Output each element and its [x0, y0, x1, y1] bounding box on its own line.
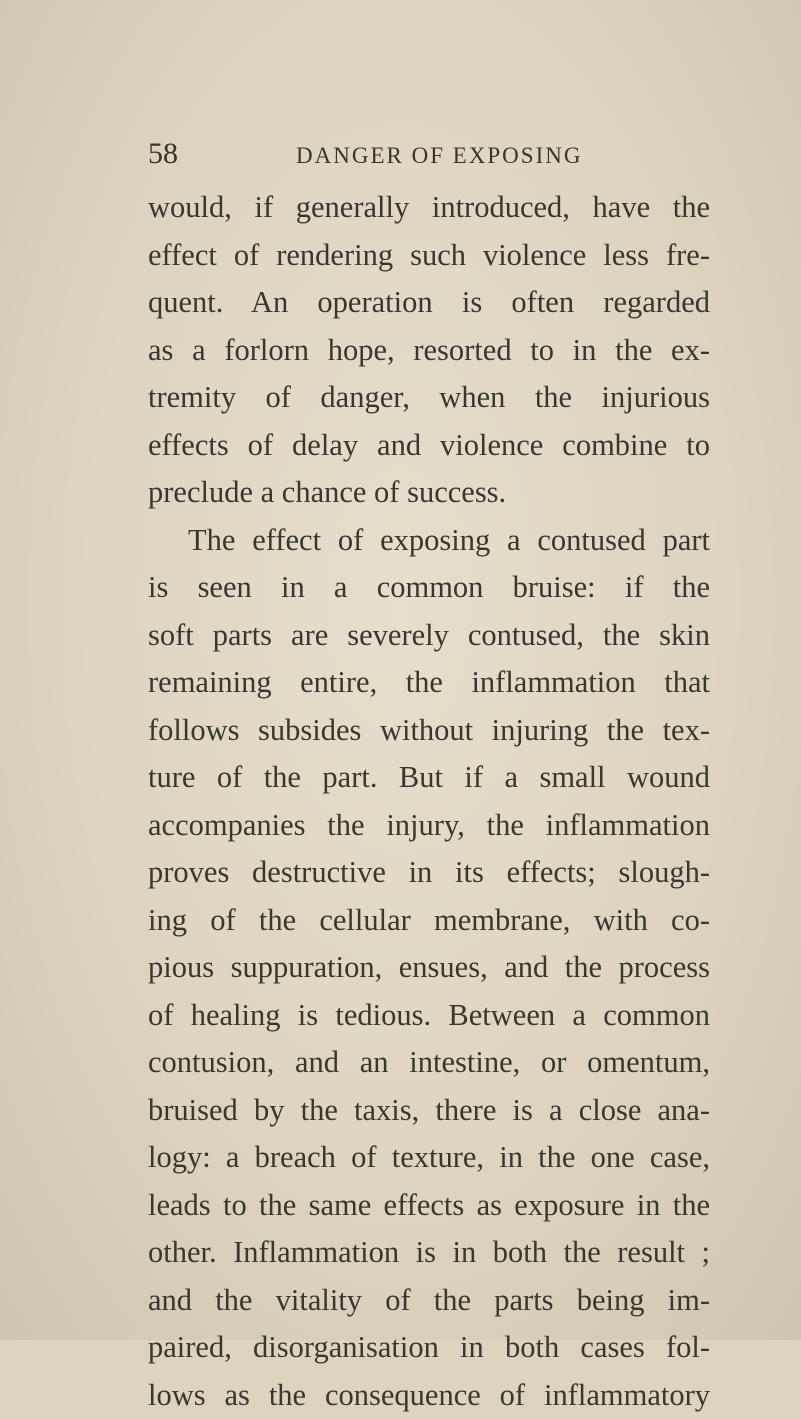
text-line: bruised by the taxis, there is a close ana-: [148, 1087, 710, 1135]
text-line: tremity of danger, when the injurious: [148, 374, 710, 422]
text-line: remaining entire, the inflammation that: [148, 659, 710, 707]
text-line: of healing is tedious. Between a common: [148, 992, 710, 1040]
text-line: pious suppuration, ensues, and the process: [148, 944, 710, 992]
text-line: effect of rendering such violence less fre-: [148, 232, 710, 280]
text-line: paired, disorganisation in both cases fol-: [148, 1324, 710, 1372]
text-line: proves destructive in its effects; slough-: [148, 849, 710, 897]
text-line: follows subsides without injuring the tex-: [148, 707, 710, 755]
text-line: ture of the part. But if a small wound: [148, 754, 710, 802]
body-text: [148, 184, 710, 1419]
paragraph-start-line: The effect of exposing a contused part: [148, 517, 710, 565]
page-number: 58: [148, 134, 178, 174]
running-head: DANGER OF EXPOSING: [296, 136, 582, 176]
text-line: contusion, and an intestine, or omentum,: [148, 1039, 710, 1087]
text-line: effects of delay and violence combine to: [148, 422, 710, 470]
text-line: leads to the same effects as exposure in the: [148, 1182, 710, 1230]
text-line: soft parts are severely contused, the skin: [148, 612, 710, 660]
text-line: as a forlorn hope, resorted to in the ex-: [148, 327, 710, 375]
text-line: quent. An operation is often regarded: [148, 279, 710, 327]
text-line: lows as the consequence of inflammatory: [148, 1372, 710, 1419]
text-line: would, if generally introduced, have the: [148, 184, 710, 232]
text-line: logy: a breach of texture, in the one case,: [148, 1134, 710, 1182]
text-line: ing of the cellular membrane, with co-: [148, 897, 710, 945]
page-header: [148, 134, 708, 174]
text-line: and the vitality of the parts being im-: [148, 1277, 710, 1325]
text-line: accompanies the injury, the inflammation: [148, 802, 710, 850]
text-line: is seen in a common bruise: if the: [148, 564, 710, 612]
text-line: other. Inflammation is in both the result ;: [148, 1229, 710, 1277]
paragraph-end-line: preclude a chance of success.: [148, 469, 710, 517]
